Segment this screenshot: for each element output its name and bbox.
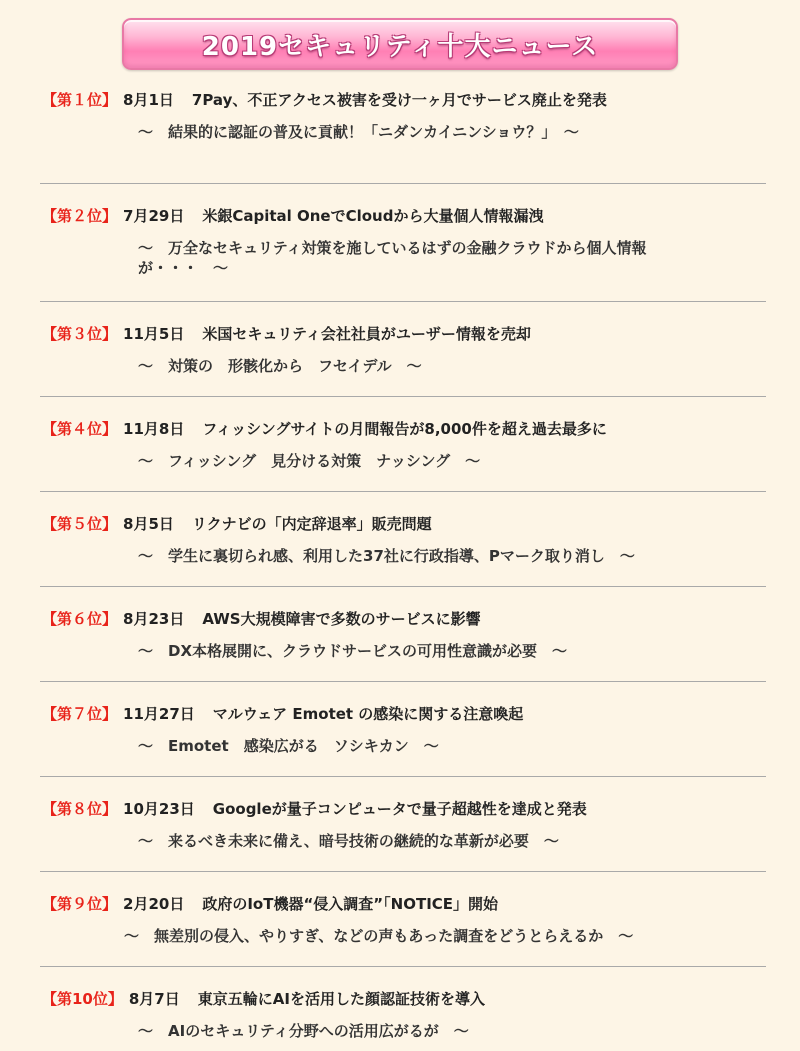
news-date: 11月8日 (123, 420, 185, 438)
title-area (0, 18, 800, 76)
news-date: 2月20日 (123, 895, 185, 913)
news-headline-row (42, 90, 766, 110)
news-comment: ～ 無差別の侵入、やりすぎ、などの声もあった調査をどうとらえるか ～ (124, 927, 634, 945)
rank-label: 【第２位】 (42, 207, 118, 225)
news-headline-row (42, 609, 766, 629)
rank-label: 【第７位】 (42, 705, 118, 723)
news-comment: ～ フィッシング 見分ける対策 ナッシング ～ (138, 452, 481, 470)
news-headline-row (42, 206, 766, 226)
news-item-9 (40, 872, 766, 967)
news-headline-row (42, 894, 766, 914)
news-comment: ～ 万全なセキュリティ対策を施しているはずの金融クラウドから個人情報が・・・ ～ (138, 239, 647, 277)
news-comment: ～ DX本格展開に、クラウドサービスの可用性意識が必要 ～ (138, 642, 568, 660)
news-comment: ～ 来るべき未来に備え、暗号技術の継続的な革新が必要 ～ (138, 832, 559, 850)
news-item-5 (40, 492, 766, 587)
news-date: 8月1日 (123, 91, 174, 109)
title-banner (122, 18, 678, 70)
news-headline: AWS大規模障害で多数のサービスに影響 (202, 610, 481, 628)
rank-label: 【第８位】 (42, 800, 118, 818)
news-date: 8月5日 (123, 515, 174, 533)
news-item-4 (40, 397, 766, 492)
news-headline: 米国セキュリティ会社社員がユーザー情報を売却 (202, 325, 531, 343)
news-headline: リクナビの「内定辞退率」販売問題 (191, 515, 432, 533)
news-date: 8月7日 (128, 990, 180, 1008)
news-item-8 (40, 777, 766, 872)
news-comment: ～ Emotet 感染広がる ソシキカン ～ (138, 737, 439, 755)
news-headline-row (42, 419, 766, 439)
news-item-3 (40, 302, 766, 397)
news-headline-row (42, 799, 766, 819)
news-headline: マルウェア Emotet の感染に関する注意喚起 (212, 705, 524, 723)
news-headline: 米銀Capital OneでCloudから大量個人情報漏洩 (202, 207, 544, 225)
news-item-1 (40, 88, 766, 184)
rank-label: 【第10位】 (42, 990, 123, 1008)
news-headline: 政府のIoT機器“侵入調査”「NOTICE」開始 (202, 895, 499, 913)
news-comment: ～ 学生に裏切られ感、利用した37社に行政指導、Pマーク取り消し ～ (138, 547, 635, 565)
rank-label: 【第３位】 (42, 325, 118, 343)
news-headline: 7Pay、不正アクセス被害を受け一ヶ月でサービス廃止を発表 (191, 91, 607, 109)
rank-label: 【第６位】 (42, 610, 118, 628)
news-item-7 (40, 682, 766, 777)
news-item-6 (40, 587, 766, 682)
news-headline: Googleが量子コンピュータで量子超越性を達成と発表 (212, 800, 587, 818)
page-title: 2019セキュリティ十大ニュース (201, 31, 599, 62)
news-item-10 (40, 967, 766, 1051)
news-date: 8月23日 (123, 610, 185, 628)
news-date: 11月27日 (123, 705, 195, 723)
news-headline-row (42, 324, 766, 344)
rank-label: 【第５位】 (42, 515, 118, 533)
rank-label: 【第１位】 (42, 91, 118, 109)
news-list (40, 88, 766, 1051)
news-comment: ～ AIのセキュリティ分野への活用広がるが ～ (138, 1022, 469, 1040)
news-headline-row (42, 704, 766, 724)
rank-label: 【第４位】 (42, 420, 118, 438)
news-comment: ～ 対策の 形骸化から フセイデル ～ (138, 357, 422, 375)
news-headline: フィッシングサイトの月間報告が8,000件を超え過去最多に (202, 420, 607, 438)
news-headline: 東京五輪にAIを活用した顔認証技術を導入 (197, 990, 485, 1008)
news-headline-row (42, 989, 766, 1009)
news-date: 10月23日 (123, 800, 195, 818)
news-date: 7月29日 (123, 207, 185, 225)
news-item-2 (40, 184, 766, 302)
news-comment: ～ 結果的に認証の普及に貢献！「ニダンカイニンショウ？」 ～ (138, 123, 579, 141)
rank-label: 【第９位】 (42, 895, 118, 913)
news-date: 11月5日 (123, 325, 185, 343)
news-headline-row (42, 514, 766, 534)
